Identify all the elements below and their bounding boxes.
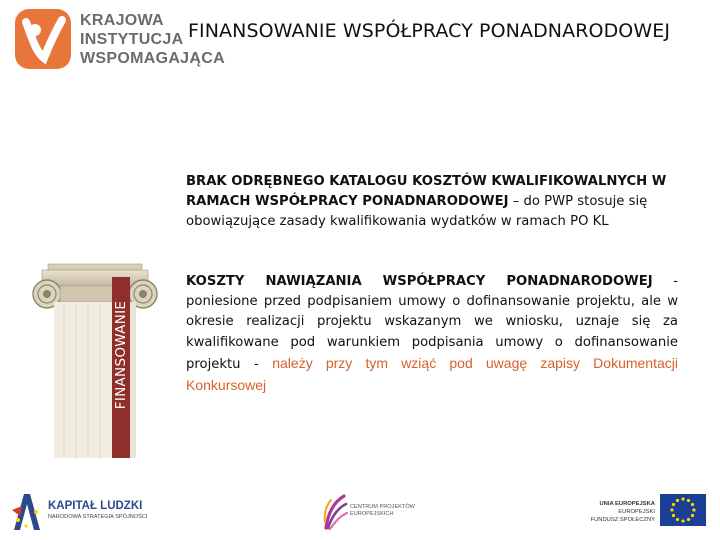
cpe-logo-icon [322,492,348,532]
eu-line-3: FUNDUSZ SPOŁECZNY [590,517,655,523]
eu-line-2: EUROPEJSKI [618,509,655,515]
eu-logo-text [583,500,655,524]
ionic-column-illustration [30,262,160,458]
cpe-logo-text [350,504,415,518]
footer-logos [0,484,720,540]
paragraph-costs-bold: KOSZTY NAWIĄZANIA WSPÓŁPRACY PONADNARODOWEJ [186,274,653,289]
logo-line-3: WSPOMAGAJĄCA [80,50,225,67]
paragraph-costs-note: należy przy tym wziąć pod uwagę zapisy Dokumentacji Konkursowej [186,354,678,394]
cpe-line-2: EUROPEJSKICH [350,511,394,517]
column-label-text: FINANSOWANIE [113,300,129,409]
paragraph-costs-dash: - [240,356,273,372]
slide-title: FINANSOWANIE WSPÓŁPRACY PONADNARODOWEJ [188,20,671,42]
paragraph-catalog-bold: BRAK ODRĘBNEGO KATALOGU KOSZTÓW KWALIFIKOWALNYCH W RAMACH WSPÓŁPRACY PONADNARODOWEJ [186,174,667,210]
paragraph-catalog [186,172,678,233]
kapital-ludzki-logo-icon [10,490,44,534]
paragraph-costs-text: - poniesione przed podpisaniem umowy o dofinansowanie projektu, ale w okresie realizacji projektu wskazanym we wniosku, uznaje się za kwalifikowane pod warunkiem podpisania umowy o dofinansowanie projektu [186,274,678,372]
eu-flag-icon [660,494,706,526]
column-capital-icon [30,262,160,458]
kapital-ludzki-logo-text [48,500,147,520]
column-label [112,277,130,432]
kiw-logo-mark-icon [14,8,72,70]
kapital-ludzki-title: KAPITAŁ LUDZKI [48,500,143,512]
logo-line-2: INSTYTUCJA [80,31,184,48]
logo-line-1: KRAJOWA [80,12,164,29]
kapital-ludzki-subtitle: NARODOWA STRATEGIA SPÓJNOŚCI [48,514,148,520]
cpe-line-1: CENTRUM PROJEKTÓW [350,504,415,510]
paragraph-costs [186,272,678,397]
eu-line-1: UNIA EUROPEJSKA [599,501,655,507]
paragraph-catalog-text: – do PWP stosuje się obowiązujące zasady kwalifikowania wydatków w ramach PO KL [186,194,648,230]
